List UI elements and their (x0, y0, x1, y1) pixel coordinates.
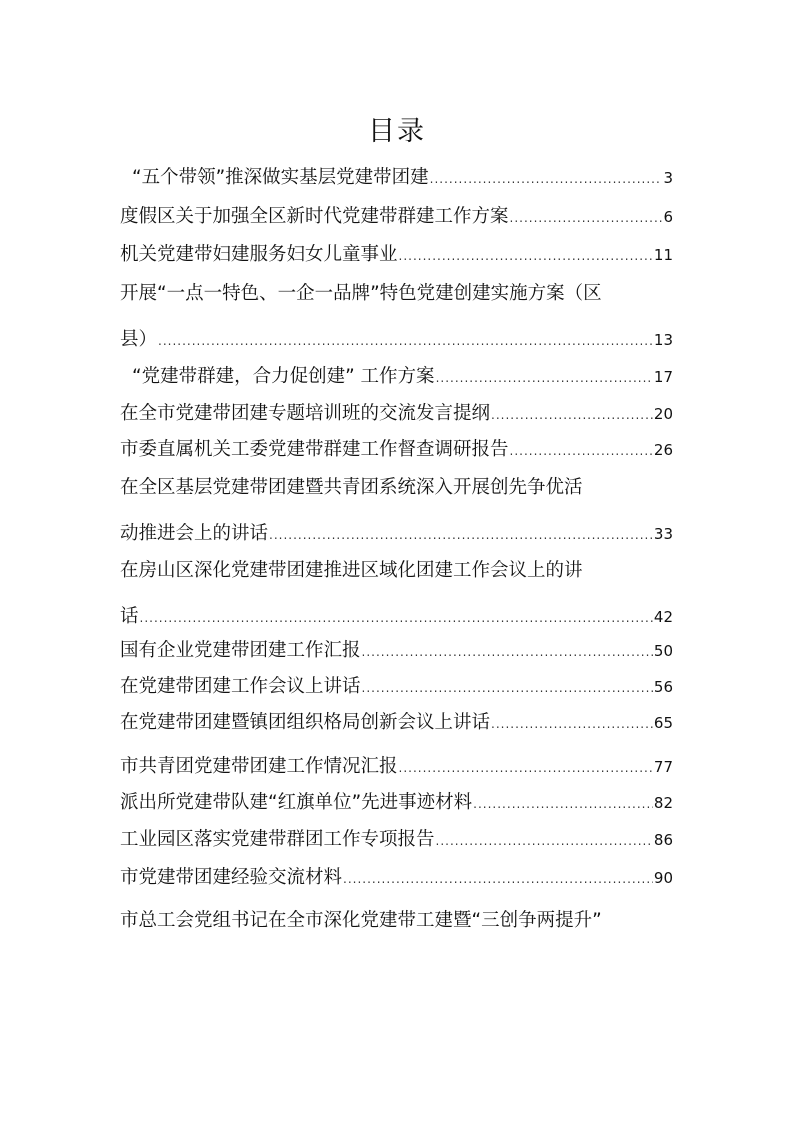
toc-entry[interactable] (120, 785, 673, 821)
toc-page-number: 90 (653, 869, 673, 887)
toc-page-number: 50 (653, 642, 673, 660)
toc-entry[interactable] (120, 432, 673, 468)
toc-entry-title: 在全区基层党建带团建暨共青团系统深入开展创先争优活 (120, 477, 583, 498)
dot-leader (362, 634, 653, 670)
dot-leader (510, 200, 663, 236)
dot-leader (510, 433, 653, 469)
toc-title: 目录 (368, 116, 426, 147)
toc-page-number: 26 (653, 441, 673, 459)
toc-page-number: 13 (653, 331, 673, 349)
toc-entry-title: “五个带领”推深做实基层党建带团建 (132, 167, 429, 188)
toc-entry[interactable] (120, 669, 673, 705)
toc-entry-title: 机关党建带妇建服务妇女儿童事业 (120, 244, 398, 265)
toc-entry-title: 县） (120, 329, 158, 350)
toc-page-number: 82 (653, 794, 673, 812)
toc-entry-title: 在全市党建带团建专题培训班的交流发言提纲 (120, 403, 491, 424)
toc-page-number: 11 (653, 246, 673, 264)
toc-entry-title: 市共青团党建带团建工作情况汇报 (120, 756, 398, 777)
toc-entry[interactable] (120, 633, 673, 669)
toc-entry[interactable] (120, 237, 673, 273)
toc-entry[interactable] (120, 749, 673, 785)
toc-entry-title: 派出所党建带队建“红旗单位”先进事迹材料 (120, 792, 473, 813)
toc-entry[interactable] (120, 705, 673, 741)
toc-page-number: 56 (653, 678, 673, 696)
toc-entry-title: 市委直属机关工委党建带群建工作督查调研报告 (120, 439, 509, 460)
toc-entry-title: 在房山区深化党建带团建推进区域化团建工作会议上的讲 (120, 560, 583, 581)
toc-page-number: 77 (653, 758, 673, 776)
dot-leader (399, 750, 653, 786)
dot-leader (362, 670, 653, 706)
toc-entry[interactable] (120, 160, 673, 196)
toc-entry-title: 在党建带团建工作会议上讲话 (120, 676, 361, 697)
dot-leader (436, 360, 653, 396)
toc-entry[interactable] (120, 470, 673, 552)
toc-entry[interactable] (120, 276, 673, 358)
dot-leader (158, 323, 653, 359)
toc-entry[interactable] (120, 199, 673, 235)
toc-entry-title: 在党建带团建暨镇团组织格局创新会议上讲话 (120, 712, 491, 733)
toc-entry[interactable] (120, 396, 673, 432)
toc-page-number: 6 (663, 208, 673, 226)
toc-entry-title: 开展“一点一特色、一企一品牌”特色党建创建实施方案（区 (120, 283, 602, 304)
dot-leader (491, 706, 653, 742)
toc-page-number: 42 (653, 608, 673, 626)
dot-leader (491, 397, 653, 433)
toc-entry-title: 工业园区落实党建带群团工作专项报告 (120, 829, 435, 850)
dot-leader (473, 786, 653, 822)
dot-leader (343, 861, 653, 897)
dot-leader (436, 823, 653, 859)
toc-entry[interactable] (120, 822, 673, 858)
dot-leader (269, 517, 653, 553)
toc-entry[interactable] (120, 553, 673, 635)
toc-entry-title: 动推进会上的讲话 (120, 523, 269, 544)
toc-entry[interactable] (120, 860, 673, 896)
dot-leader (430, 161, 663, 197)
toc-page-number: 17 (653, 368, 673, 386)
toc-entry-title: 度假区关于加强全区新时代党建带群建工作方案 (120, 206, 509, 227)
toc-entry-title: 市总工会党组书记在全市深化党建带工建暨“三创争两提升” (120, 910, 602, 931)
toc-page-number: 33 (653, 525, 673, 543)
toc-entry-title: 市党建带团建经验交流材料 (120, 867, 343, 888)
toc-entry-title: 话 (120, 606, 139, 627)
toc-page-number: 86 (653, 831, 673, 849)
toc-page-number: 3 (663, 169, 673, 187)
toc-page-number: 20 (653, 405, 673, 423)
toc-entry[interactable] (120, 359, 673, 395)
toc-page-number: 65 (653, 714, 673, 732)
dot-leader (140, 600, 653, 636)
dot-leader (399, 238, 653, 274)
toc-entry-title: “党建带群建，合力促创建” 工作方案 (132, 366, 435, 387)
toc-entry-title: 国有企业党建带团建工作汇报 (120, 640, 361, 661)
toc-entry[interactable] (120, 903, 673, 939)
